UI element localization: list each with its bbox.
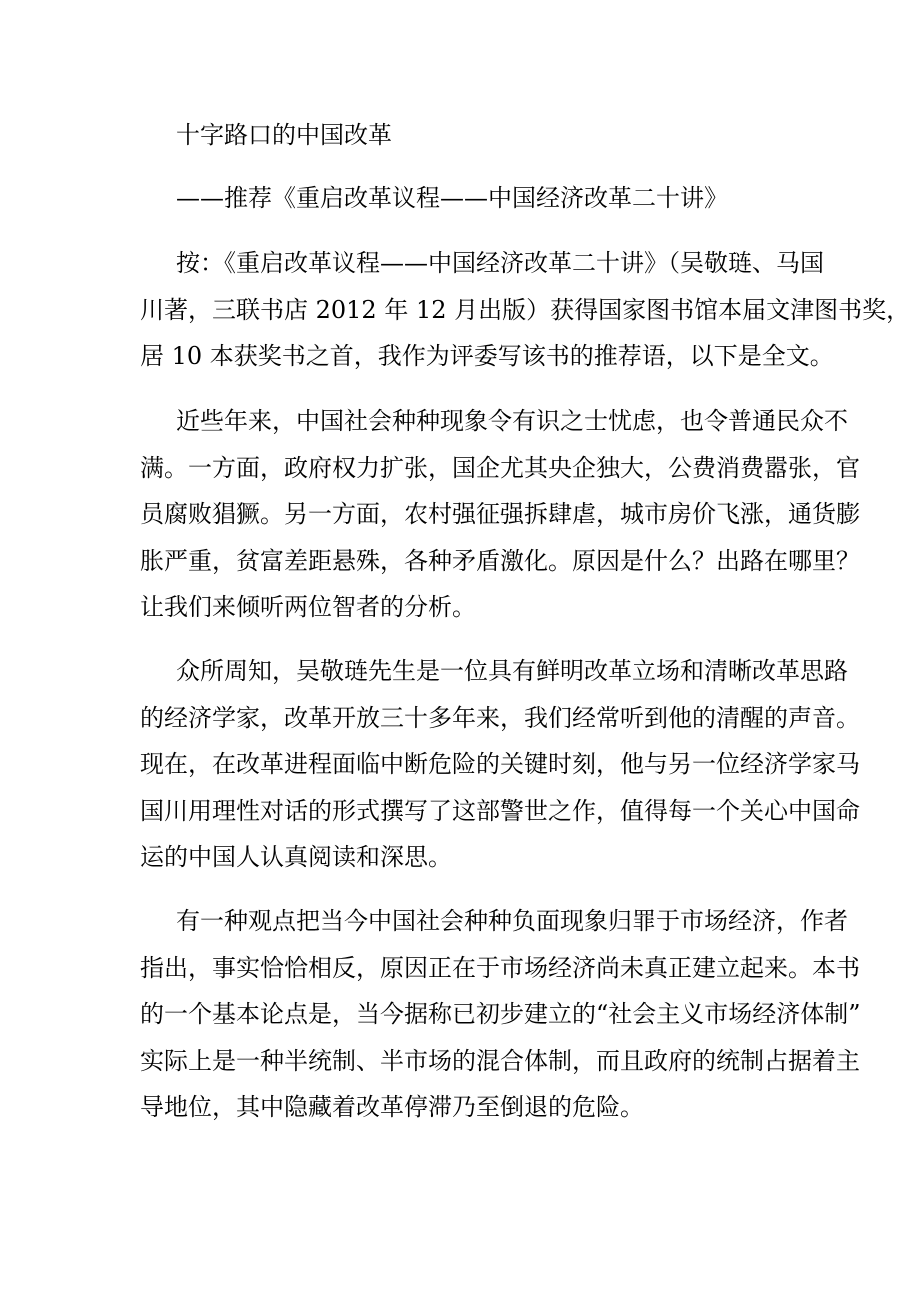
paragraph-line: 有一种观点把当今中国社会种种负面现象归罪于市场经济，作者 [176,907,848,935]
paragraph-line: 众所周知，吴敬琏先生是一位具有鲜明改革立场和清晰改革思路 [176,657,848,685]
paragraph-line: 居 10 本获奖书之首，我作为评委写该书的推荐语，以下是全文。 [140,342,834,370]
paragraph-authors [140,648,860,881]
paragraph-line: 的一个基本论点是，当今据称已初步建立的“社会主义市场经济体制” [140,1000,861,1028]
paragraph-line: 按：《重启改革议程——中国经济改革二十讲》（吴敬琏、马国 [176,249,824,277]
paragraph-line: 指出，事实恰恰相反，原因正在于市场经济尚未真正建立起来。本书 [140,953,860,982]
paragraph-line: 胀严重，贫富差距悬殊，各种矛盾激化。原因是什么？出路在哪里？ [140,546,860,575]
paragraph-line: 近些年来，中国社会种种现象令有识之士忧虑，也令普通民众不 [176,407,848,435]
paragraph-line: 国川用理性对话的形式撰写了这部警世之作，值得每一个关心中国命 [140,796,860,825]
document-subtitle [176,175,841,222]
paragraph-line: 川著，三联书店 2012 年 12 月出版）获得国家图书馆本届文津图书奖， [140,295,911,324]
paragraph-line: 导地位，其中隐藏着改革停滞乃至倒退的危险。 [140,1093,644,1121]
paragraph-line: 员腐败猖獗。另一方面，农村强征强拆肆虐，城市房价飞涨，通货膨 [140,500,860,528]
document-title [176,112,841,159]
paragraph-intro [140,398,860,631]
paragraph-line: 的经济学家，改革开放三十多年来，我们经常听到他的清醒的声音。 [140,703,860,732]
paragraph-line: 让我们来倾听两位智者的分析。 [140,593,476,621]
title-line: 十字路口的中国改革 [176,121,392,149]
paragraph-line: 现在，在改革进程面临中断危险的关键时刻，他与另一位经济学家马 [140,750,860,778]
paragraph-note [140,240,911,380]
subtitle-line: ——推荐《重启改革议程——中国经济改革二十讲》 [176,184,728,212]
paragraph-line: 运的中国人认真阅读和深思。 [140,843,452,871]
paragraph-argument [140,898,861,1131]
paragraph-line: 满。一方面，政府权力扩张，国企尤其央企独大，公费消费嚣张，官 [140,453,860,482]
paragraph-line: 实际上是一种半统制、半市场的混合体制，而且政府的统制占据着主 [140,1046,860,1075]
